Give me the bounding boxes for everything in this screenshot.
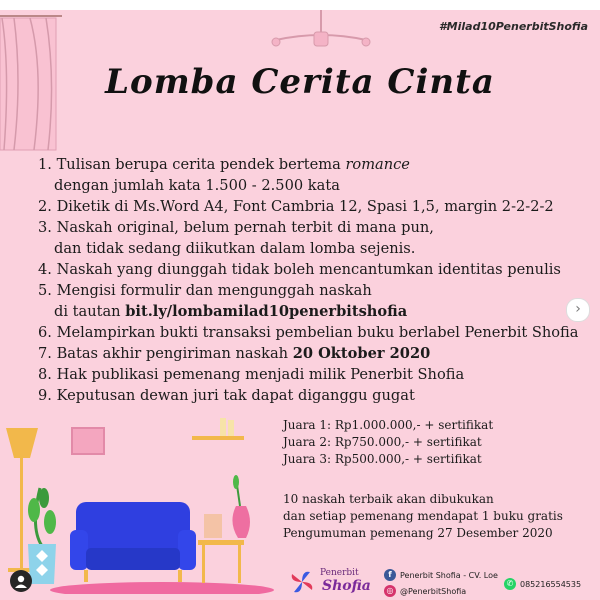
prize-2: Juara 2: Rp750.000,- + sertifikat [283,435,482,449]
poster-footer [0,566,600,600]
facebook-icon: f [384,569,396,581]
avatar[interactable] [10,570,32,592]
instagram-handle: @PenerbitShofia [400,587,467,596]
rule-3-continued: dan tidak sedang diikutkan dalam lomba sejenis. [54,240,416,257]
chandelier-illustration [266,10,376,58]
rule-text: 1. Tulisan berupa cerita pendek bertema [38,156,346,173]
whatsapp-number: 085216554535 [520,580,582,589]
rule-5: 5. Mengisi formulir dan mengunggah naskah [38,282,372,299]
logo-label: Penerbit [320,568,359,578]
rule-2: 2. Diketik di Ms.Word A4, Font Cambria 12, Spasi 1,5, margin 2-2-2-2 [38,198,554,215]
rule-7 [38,343,598,364]
rule-5-continued [38,301,598,322]
rule-9: 9. Keputusan dewan juri tak dapat diganggu gugat [38,387,415,404]
poster-title: Lomba Cerita Cinta [105,62,495,102]
rule-4: 4. Naskah yang diunggah tidak boleh mencantumkan identitas penulis [38,261,561,278]
closing-info [283,491,563,542]
user-silhouette-icon [13,573,29,589]
closing-line-2: dan setiap pemenang mendapat 1 buku gratis [283,509,563,523]
hashtag: #Milad10PenerbitShofia [439,20,588,33]
instagram-icon: ◎ [384,585,396,597]
closing-line-1: 10 naskah terbaik akan dibukukan [283,492,494,506]
rule-3: 3. Naskah original, belum pernah terbit di mana pun, [38,219,434,236]
rule-1-continued: dengan jumlah kata 1.500 - 2.500 kata [54,177,340,194]
rule-text: 7. Batas akhir pengiriman naskah [38,345,293,362]
publisher-logo-icon [288,568,316,596]
rule-8: 8. Hak publikasi pemenang menjadi milik Penerbit Shofia [38,366,465,383]
whatsapp-icon: ✆ [504,578,516,590]
top-bar [0,0,600,10]
submission-link: bit.ly/lombamilad10penerbitshofia [125,303,408,320]
logo-name: Shofia [322,578,371,594]
prize-1: Juara 1: Rp1.000.000,- + sertifikat [283,418,494,432]
rule-emphasis: romance [345,156,410,173]
deadline-date: 20 Oktober 2020 [292,345,431,362]
prize-3: Juara 3: Rp500.000,- + sertifikat [283,452,482,466]
facebook-handle: Penerbit Shofia - CV. Loe [400,571,498,580]
prize-list [283,417,493,468]
carousel-next-button[interactable]: › [566,298,590,322]
rules-list [38,154,598,406]
rule-1 [38,154,598,175]
rule-text: di tautan [54,303,126,320]
rule-6: 6. Melampirkan bukti transaksi pembelian buku berlabel Penerbit Shofia [38,324,579,341]
announcement-date: Pengumuman pemenang 27 Desember 2020 [283,526,553,540]
